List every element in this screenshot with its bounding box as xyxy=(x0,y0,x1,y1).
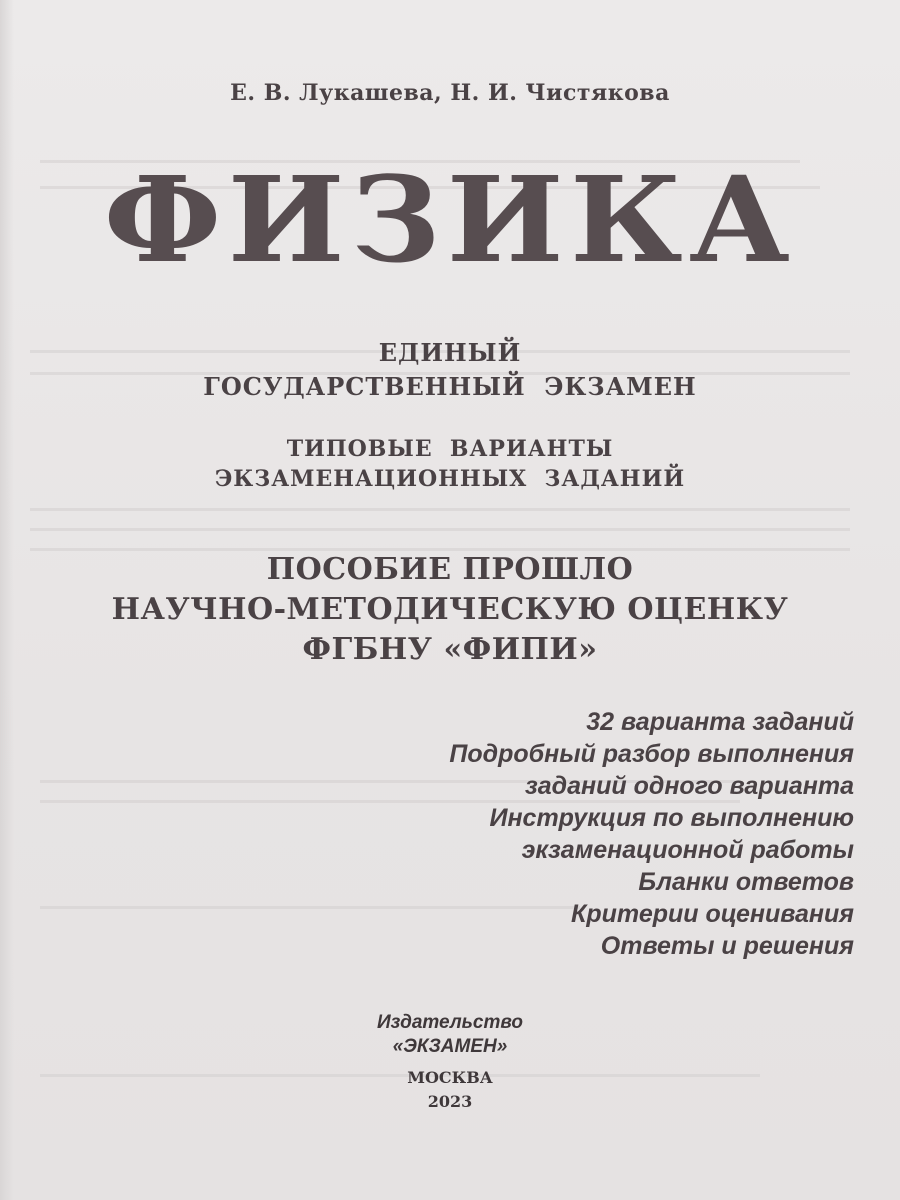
exam-heading-line: ЕДИНЫЙ xyxy=(378,338,522,367)
feature-item: экзаменационной работы xyxy=(521,836,854,864)
feature-item: Критерии оценивания xyxy=(571,900,854,928)
features-list xyxy=(449,706,854,962)
city: МОСКВА xyxy=(407,1068,493,1087)
bleed-through-line xyxy=(30,528,850,531)
variants-heading xyxy=(0,434,900,494)
approval-line: ФГБНУ «ФИПИ» xyxy=(302,632,598,667)
feature-item: Подробный разбор выполнения xyxy=(449,740,854,768)
feature-item: Ответы и решения xyxy=(600,932,854,960)
variants-heading-line: ЭКЗАМЕНАЦИОННЫХ ЗАДАНИЙ xyxy=(214,466,686,492)
exam-heading-line: ГОСУДАРСТВЕННЫЙ ЭКЗАМЕН xyxy=(203,372,697,401)
approval-statement xyxy=(0,550,900,670)
authors: Е. В. Лукашева, Н. И. Чистякова xyxy=(230,80,670,106)
publisher-name: «ЭКЗАМЕН» xyxy=(392,1036,508,1057)
year: 2023 xyxy=(427,1092,473,1111)
feature-item: заданий одного варианта xyxy=(525,772,854,800)
feature-item: 32 варианта заданий xyxy=(586,708,854,736)
feature-item: Бланки ответов xyxy=(638,868,854,896)
approval-line: ПОСОБИЕ ПРОШЛО xyxy=(266,552,634,587)
publisher-label: Издательство xyxy=(376,1012,524,1033)
approval-line: НАУЧНО-МЕТОДИЧЕСКУЮ ОЦЕНКУ xyxy=(111,592,789,627)
bleed-through-line xyxy=(30,508,850,511)
exam-heading xyxy=(0,336,900,404)
variants-heading-line: ТИПОВЫЕ ВАРИАНТЫ xyxy=(286,436,614,462)
book-title: ФИЗИКА xyxy=(103,150,797,289)
feature-item: Инструкция по выполнению xyxy=(489,804,854,832)
